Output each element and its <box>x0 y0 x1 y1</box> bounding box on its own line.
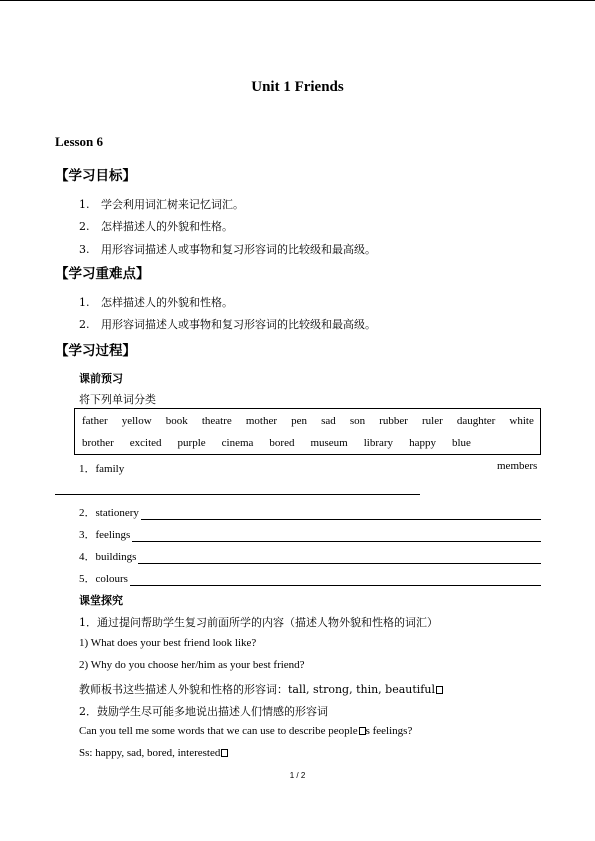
preview-subheading: 课前预习 <box>79 372 123 385</box>
category-stationery <box>79 504 541 520</box>
category-feelings <box>79 526 541 542</box>
word: ruler <box>421 415 443 427</box>
category-label: 2．stationery <box>79 507 139 519</box>
category-label: 4．buildings <box>79 551 137 563</box>
word: cinema <box>221 437 254 449</box>
word-row-2 <box>82 437 534 449</box>
explore-step1: 1．通过提问帮助学生复习前面所学的内容（描述人物外貌和性格的词汇） <box>79 616 438 629</box>
keypoint-item: 1. 怎样描述人的外貌和性格。 <box>79 296 233 309</box>
word: father <box>82 415 108 427</box>
answer-line <box>141 509 541 520</box>
word: purple <box>177 437 206 449</box>
goal-item: 1. 学会利用词汇树来记忆词汇。 <box>79 198 244 211</box>
explore-step2: 2．鼓励学生尽可能多地说出描述人们情感的形容词 <box>79 705 328 718</box>
word: theatre <box>201 415 232 427</box>
category-buildings <box>79 548 541 564</box>
goal-item: 2. 怎样描述人的外貌和性格。 <box>79 220 233 233</box>
missing-glyph-icon <box>436 686 443 694</box>
explore-subheading: 课堂探究 <box>79 594 123 607</box>
keypoint-item: 2. 用形容词描述人或事物和复习形容词的比较级和最高级。 <box>79 318 376 331</box>
answer-line <box>138 553 541 564</box>
category-colours <box>79 570 541 586</box>
category-family-tail: members <box>497 460 538 472</box>
keypoints-heading: 【学习重难点】 <box>55 266 150 282</box>
question-3: Can you tell me some words that we can use to describe people s feelings? <box>79 725 413 737</box>
word: library <box>363 437 394 449</box>
category-family-label: 1．family <box>79 463 125 475</box>
goal-item: 3. 用形容词描述人或事物和复习形容词的比较级和最高级。 <box>79 243 376 256</box>
top-border <box>0 0 595 1</box>
question-2: 2) Why do you choose her/him as your best friend? <box>79 659 305 671</box>
students-answer: Ss: happy, sad, bored, interested <box>79 747 228 759</box>
answer-line <box>132 531 541 542</box>
word: happy <box>409 437 436 449</box>
word: son <box>349 415 366 427</box>
word: yellow <box>121 415 152 427</box>
word: excited <box>129 437 162 449</box>
board-text: 教师板书这些描述人外貌和性格的形容词：tall, strong, thin, beautiful <box>79 681 443 697</box>
category-label: 3．feelings <box>79 529 131 541</box>
word: brother <box>82 437 114 449</box>
word: daughter <box>456 415 496 427</box>
missing-glyph-icon <box>359 727 366 735</box>
word: rubber <box>379 415 408 427</box>
answer-line <box>130 575 541 586</box>
missing-glyph-icon <box>221 749 228 757</box>
lesson-label: Lesson 6 <box>55 134 104 149</box>
answer-line <box>55 494 420 495</box>
category-label: 5．colours <box>79 573 128 585</box>
goals-heading: 【学习目标】 <box>55 168 136 184</box>
word: blue <box>451 437 471 449</box>
word: sad <box>321 415 336 427</box>
question-1: 1) What does your best friend look like? <box>79 637 257 649</box>
word-bank <box>74 408 541 455</box>
page-title: Unit 1 Friends <box>251 79 344 95</box>
word: white <box>509 415 534 427</box>
process-heading: 【学习过程】 <box>55 343 136 359</box>
word: mother <box>245 415 278 427</box>
preview-instruction: 将下列单词分类 <box>79 393 156 406</box>
word: book <box>165 415 188 427</box>
word-row-1 <box>82 415 534 427</box>
word: museum <box>310 437 348 449</box>
word: pen <box>291 415 307 427</box>
page-number: 1 / 2 <box>289 771 306 780</box>
word: bored <box>269 437 295 449</box>
